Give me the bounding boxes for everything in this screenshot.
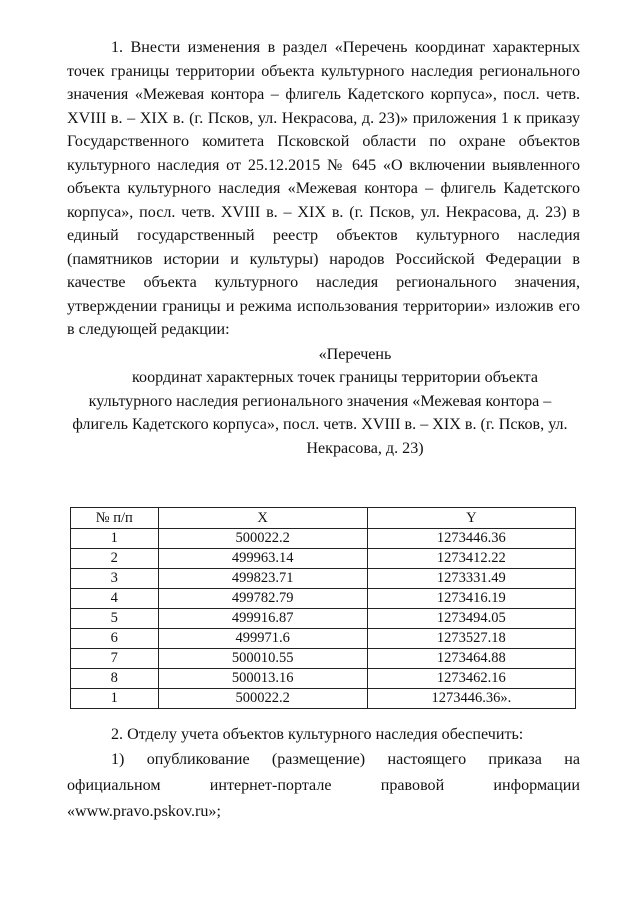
list-title-body bbox=[60, 366, 580, 460]
cell-number: 3 bbox=[71, 569, 159, 589]
cell-x: 499963.14 bbox=[158, 549, 367, 569]
cell-y: 1273412.22 bbox=[367, 549, 575, 569]
table-row bbox=[71, 569, 576, 589]
cell-x: 500022.2 bbox=[158, 689, 367, 709]
table-row bbox=[71, 649, 576, 669]
paragraph-amendment: 1. Внести изменения в раздел «Перечень координат характерных точек границы территории объекта культурного наследия регионального значения «Межевая контора – флигель Кадетского корпуса», посл. четв. XVIII в. – XIX в. (г. Псков, ул. Некрасова, д. 23)» приложения 1 к приказу Государственного комитета Псковской области по охране объектов культурного наследия от 25.12.2015 № 645 «О включении выявленного объекта культурного наследия «Межевая контора – флигель Кадетского корпуса», посл. четв. XVIII в. – XIX в. (г. Псков, ул. Некрасова, д. 23) в единый государственный реестр объектов культурного наследия (памятников истории и культуры) народов Российской Федерации в качестве объекта культурного наследия регионального значения, утверждении границы и режима использования территории» изложив его в следующей редакции: bbox=[67, 39, 580, 338]
table-row bbox=[71, 589, 576, 609]
cell-number: 1 bbox=[71, 689, 159, 709]
list-title-line-5: Некрасова, д. 23) bbox=[306, 439, 424, 457]
cell-number: 4 bbox=[71, 589, 159, 609]
table-row bbox=[71, 529, 576, 549]
list-title-line-4: флигель Кадетского корпуса», посл. четв. XVIII в. – XIX в. (г. Псков, ул. bbox=[72, 416, 568, 433]
cell-y: 1273446.36 bbox=[367, 529, 575, 549]
cell-y: 1273494.05 bbox=[367, 609, 575, 629]
cell-y: 1273462.16 bbox=[367, 669, 575, 689]
list-title-line-3: культурного наследия регионального значения «Межевая контора – bbox=[88, 392, 552, 410]
cell-x: 499916.87 bbox=[158, 609, 367, 629]
cell-y: 1273446.36». bbox=[367, 689, 575, 709]
cell-y: 1273416.19 bbox=[367, 589, 575, 609]
cell-x: 500022.2 bbox=[158, 529, 367, 549]
list-title-heading bbox=[60, 343, 580, 367]
header-number: № п/п bbox=[71, 508, 159, 529]
cell-y: 1273464.88 bbox=[367, 649, 575, 669]
header-x: X bbox=[158, 508, 367, 529]
cell-number: 1 bbox=[71, 529, 159, 549]
cell-x: 499823.71 bbox=[158, 569, 367, 589]
paragraph-publication-item: 1) опубликование (размещение) настоящего приказа на официальном интернет-портале правовой информации «www.pravo.pskov.ru»; bbox=[67, 751, 580, 820]
coordinates-table bbox=[70, 507, 576, 709]
table-header-row bbox=[71, 508, 576, 529]
table-row bbox=[71, 689, 576, 709]
cell-number: 2 bbox=[71, 549, 159, 569]
cell-number: 7 bbox=[71, 649, 159, 669]
list-title-line-2: координат характерных точек границы территории объекта bbox=[132, 369, 538, 386]
table-row bbox=[71, 549, 576, 569]
cell-y: 1273527.18 bbox=[367, 629, 575, 649]
header-y: Y bbox=[367, 508, 575, 529]
cell-x: 499971.6 bbox=[158, 629, 367, 649]
cell-y: 1273331.49 bbox=[367, 569, 575, 589]
table-row bbox=[71, 609, 576, 629]
cell-number: 5 bbox=[71, 609, 159, 629]
paragraph-department-task: 2. Отделу учета объектов культурного наследия обеспечить: bbox=[111, 726, 524, 743]
cell-number: 8 bbox=[71, 669, 159, 689]
cell-x: 499782.79 bbox=[158, 589, 367, 609]
cell-x: 500010.55 bbox=[158, 649, 367, 669]
table-row bbox=[71, 669, 576, 689]
table-row bbox=[71, 629, 576, 649]
cell-number: 6 bbox=[71, 629, 159, 649]
cell-x: 500013.16 bbox=[158, 669, 367, 689]
list-title-line-1: «Перечень bbox=[318, 346, 392, 363]
